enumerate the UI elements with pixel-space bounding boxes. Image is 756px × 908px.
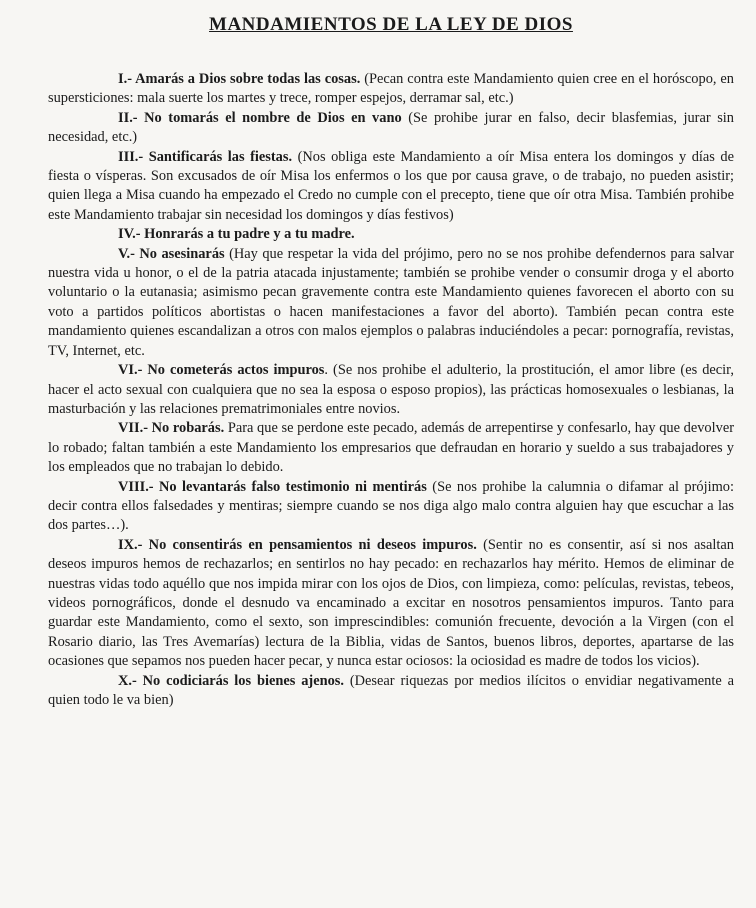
commandment-heading: V.- No asesinarás [118,245,225,262]
commandment-6 [48,361,734,419]
commandment-text: (Hay que respetar la vida del prójimo, pero no se nos prohibe defendernos para salvar nuestra vida u honor, o el de la patria atacada injustamente; también se prohibe vender o consumir droga y el aborto voluntario o la eutanasia; asimismo pecan gravemente contra este Mandamiento quienes favorecen el aborto con su voto a partidos políticos abortistas o hacen manifestaciones a favor del aborto). También pecan contra este mandamiento quienes escandalizan a otros con malos ejemplos o palabras induciéndoles a pecar: pornografía, revistas, TV, Internet, etc. [48,245,734,359]
page-title: MANDAMIENTOS DE LA LEY DE DIOS [209,14,573,35]
commandment-1 [48,70,734,109]
commandment-5 [48,245,734,361]
commandment-9 [48,536,734,672]
commandment-heading: VII.- No robarás. [118,420,225,437]
commandment-heading: I.- Amarás a Dios sobre todas las cosas. [118,71,361,87]
commandment-7 [48,419,734,477]
commandment-text: (Pecan contra este Mandamiento quien cree en el horóscopo, en supersticiones: mala suerte los martes y trece, romper espejos, derramar sal, etc.) [48,71,734,107]
commandment-text: (Nos obliga este Mandamiento a oír Misa entera los domingos y días de fiesta o vísperas. Son excusados de oír Misa los enfermos o los que por causa grave, o de trabajo, no pueden asistir; quien llega a Misa cuando ha empezado el Credo no cumple con el precepto, tiene que oír otra Misa. También prohibe este Mandamiento trabajar sin necesidad los domingos y días festivos) [48,148,734,223]
commandment-4 [48,225,734,244]
commandment-heading: VI.- No cometerás actos impuros [118,362,325,379]
commandment-text: . (Se nos prohibe el adulterio, la prostitución, el amor libre (es decir, hacer el acto sexual con cualquiera que no sea la esposa o esposo propios), las prácticas homosexuales o lesbianas, la masturbación y las relaciones prematrimoniales entre novios. [48,362,734,417]
commandment-text: (Se prohibe jurar en falso, decir blasfemias, jurar sin necesidad, etc.) [48,109,734,146]
commandment-heading: X.- No codiciarás los bienes ajenos. [118,672,344,689]
commandment-heading: IV.- Honrarás a tu padre y a tu madre. [118,226,355,243]
commandment-2 [48,109,734,148]
commandment-text: Para que se perdone este pecado, además de arrepentirse y confesarlo, hay que devolver lo robado; faltan también a este Mandamiento los empresarios que defraudan en horario y sueldo a sus trabajadores y los empleados que no trabajan lo debido. [48,420,734,476]
commandment-text: (Desear riquezas por medios ilícitos o envidiar negativamente a quien todo le va bien) [48,672,734,708]
commandment-text: (Se nos prohibe la calumnia o difamar al prójimo: decir contra ellos falsedades y mentiras; siempre cuando se nos diga algo malo contra alguien hay que escuchar a las dos partes…). [48,478,734,534]
commandment-8 [48,478,734,536]
commandment-10 [48,672,734,711]
commandment-heading: VIII.- No levantarás falso testimonio ni mentirás [118,478,427,495]
commandment-heading: II.- No tomarás el nombre de Dios en vano [118,109,402,126]
commandment-text: (Sentir no es consentir, así si nos asaltan deseos impuros hemos de rechazarlos; en sentirlos no hay pecado: en rechazarlos hay mérito. Hemos de eliminar de nuestras vidas todo aquéllo que nos impida mirar con los ojos de Dios, con limpieza, como: películas, revistas, tebeos, videos pornográficos, donde el desnudo va encaminado a excitar en nosotros pensamientos impuros. Tanto para guardar este Mandamiento, como el sexto, son imprescindibles: comunión frecuente, devoción a la Virgen (con el Rosario diario, las Tres Avemarías) lectura de la Biblia, vidas de Santos, buenos libros, deportes, apartarse de las ocasiones que sepamos nos pueden hacer pecar, y nunca estar ociosos: la ociosidad es madre de todos los vicios). [48,536,734,670]
commandment-heading: IX.- No consentirás en pensamientos ni deseos impuros. [118,536,477,553]
commandment-heading: III.- Santificarás las fiestas. [118,148,293,165]
commandment-3 [48,148,734,226]
